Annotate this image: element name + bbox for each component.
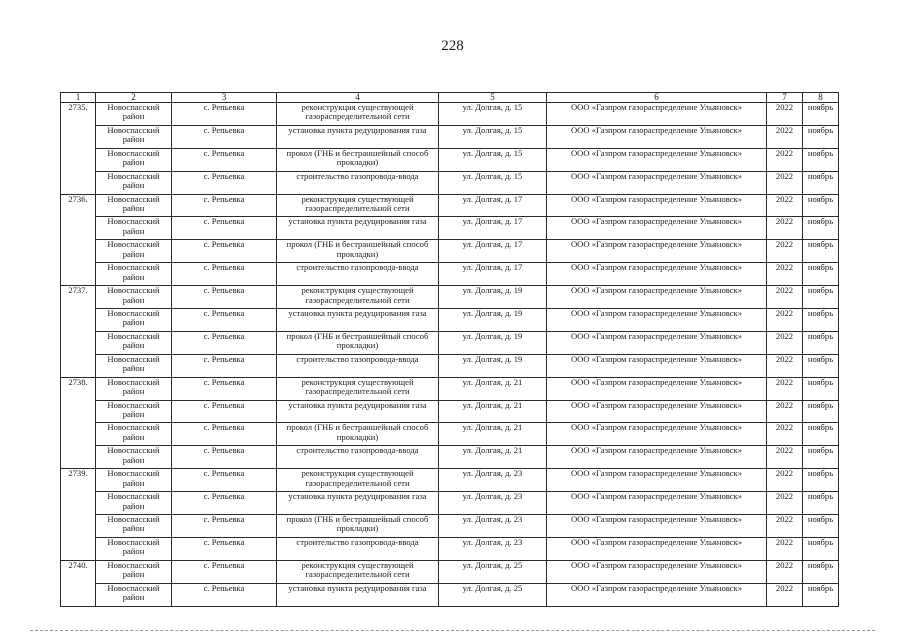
work-type-cell: установка пункта редуцирования газа bbox=[277, 400, 439, 423]
table-row bbox=[61, 148, 839, 171]
month-cell: ноябрь bbox=[803, 171, 839, 194]
organization-cell: ООО «Газпром газораспределение Ульяновск» bbox=[547, 446, 767, 469]
table-row bbox=[61, 103, 839, 126]
table-row bbox=[61, 331, 839, 354]
month-cell: ноябрь bbox=[803, 446, 839, 469]
work-type-cell: установка пункта редуцирования газа bbox=[277, 492, 439, 515]
district-cell: Новоспасский район bbox=[96, 469, 172, 492]
table-row bbox=[61, 492, 839, 515]
work-type-cell: прокол (ГНБ и бестраншейный способ прокладки) bbox=[277, 331, 439, 354]
district-cell: Новоспасский район bbox=[96, 560, 172, 583]
month-cell: ноябрь bbox=[803, 309, 839, 332]
year-cell: 2022 bbox=[767, 423, 803, 446]
address-cell: ул. Долгая, д. 17 bbox=[439, 194, 547, 217]
work-type-cell: строительство газопровода-ввода bbox=[277, 171, 439, 194]
table-row bbox=[61, 309, 839, 332]
organization-cell: ООО «Газпром газораспределение Ульяновск» bbox=[547, 423, 767, 446]
address-cell: ул. Долгая, д. 21 bbox=[439, 400, 547, 423]
table-row bbox=[61, 469, 839, 492]
year-cell: 2022 bbox=[767, 171, 803, 194]
year-cell: 2022 bbox=[767, 148, 803, 171]
month-cell: ноябрь bbox=[803, 194, 839, 217]
month-cell: ноябрь bbox=[803, 377, 839, 400]
address-cell: ул. Долгая, д. 23 bbox=[439, 515, 547, 538]
settlement-cell: с. Репьевка bbox=[172, 148, 277, 171]
address-cell: ул. Долгая, д. 23 bbox=[439, 469, 547, 492]
header-col-4: 4 bbox=[277, 93, 439, 103]
settlement-cell: с. Репьевка bbox=[172, 400, 277, 423]
address-cell: ул. Долгая, д. 21 bbox=[439, 446, 547, 469]
work-type-cell: прокол (ГНБ и бестраншейный способ прокладки) bbox=[277, 240, 439, 263]
month-cell: ноябрь bbox=[803, 492, 839, 515]
work-type-cell: строительство газопровода-ввода bbox=[277, 446, 439, 469]
entry-number-cell: 2740. bbox=[61, 560, 96, 606]
district-cell: Новоспасский район bbox=[96, 103, 172, 126]
organization-cell: ООО «Газпром газораспределение Ульяновск» bbox=[547, 331, 767, 354]
settlement-cell: с. Репьевка bbox=[172, 194, 277, 217]
settlement-cell: с. Репьевка bbox=[172, 560, 277, 583]
table-row bbox=[61, 286, 839, 309]
table-row bbox=[61, 515, 839, 538]
organization-cell: ООО «Газпром газораспределение Ульяновск» bbox=[547, 537, 767, 560]
settlement-cell: с. Репьевка bbox=[172, 217, 277, 240]
organization-cell: ООО «Газпром газораспределение Ульяновск» bbox=[547, 400, 767, 423]
address-cell: ул. Долгая, д. 17 bbox=[439, 263, 547, 286]
scan-edge-line bbox=[30, 630, 875, 631]
month-cell: ноябрь bbox=[803, 217, 839, 240]
settlement-cell: с. Репьевка bbox=[172, 583, 277, 606]
settlement-cell: с. Репьевка bbox=[172, 263, 277, 286]
address-cell: ул. Долгая, д. 17 bbox=[439, 217, 547, 240]
district-cell: Новоспасский район bbox=[96, 331, 172, 354]
month-cell: ноябрь bbox=[803, 537, 839, 560]
organization-cell: ООО «Газпром газораспределение Ульяновск» bbox=[547, 469, 767, 492]
address-cell: ул. Долгая, д. 21 bbox=[439, 423, 547, 446]
address-cell: ул. Долгая, д. 15 bbox=[439, 171, 547, 194]
year-cell: 2022 bbox=[767, 377, 803, 400]
organization-cell: ООО «Газпром газораспределение Ульяновск» bbox=[547, 492, 767, 515]
table-row bbox=[61, 400, 839, 423]
header-col-3: 3 bbox=[172, 93, 277, 103]
district-cell: Новоспасский район bbox=[96, 537, 172, 560]
year-cell: 2022 bbox=[767, 446, 803, 469]
header-row bbox=[61, 93, 839, 103]
district-cell: Новоспасский район bbox=[96, 446, 172, 469]
work-type-cell: прокол (ГНБ и бестраншейный способ прокладки) bbox=[277, 515, 439, 538]
month-cell: ноябрь bbox=[803, 560, 839, 583]
settlement-cell: с. Репьевка bbox=[172, 492, 277, 515]
month-cell: ноябрь bbox=[803, 400, 839, 423]
settlement-cell: с. Репьевка bbox=[172, 377, 277, 400]
district-cell: Новоспасский район bbox=[96, 377, 172, 400]
organization-cell: ООО «Газпром газораспределение Ульяновск» bbox=[547, 194, 767, 217]
entry-number-cell: 2736. bbox=[61, 194, 96, 286]
organization-cell: ООО «Газпром газораспределение Ульяновск» bbox=[547, 286, 767, 309]
work-type-cell: строительство газопровода-ввода bbox=[277, 263, 439, 286]
settlement-cell: с. Репьевка bbox=[172, 331, 277, 354]
entry-number-cell: 2737. bbox=[61, 286, 96, 378]
gas-works-table bbox=[60, 92, 839, 607]
organization-cell: ООО «Газпром газораспределение Ульяновск» bbox=[547, 217, 767, 240]
district-cell: Новоспасский район bbox=[96, 492, 172, 515]
organization-cell: ООО «Газпром газораспределение Ульяновск» bbox=[547, 515, 767, 538]
table-row bbox=[61, 171, 839, 194]
settlement-cell: с. Репьевка bbox=[172, 103, 277, 126]
district-cell: Новоспасский район bbox=[96, 240, 172, 263]
year-cell: 2022 bbox=[767, 286, 803, 309]
address-cell: ул. Долгая, д. 15 bbox=[439, 148, 547, 171]
organization-cell: ООО «Газпром газораспределение Ульяновск» bbox=[547, 583, 767, 606]
work-type-cell: строительство газопровода-ввода bbox=[277, 354, 439, 377]
district-cell: Новоспасский район bbox=[96, 217, 172, 240]
entry-number-cell: 2739. bbox=[61, 469, 96, 561]
work-type-cell: прокол (ГНБ и бестраншейный способ прокладки) bbox=[277, 148, 439, 171]
address-cell: ул. Долгая, д. 19 bbox=[439, 286, 547, 309]
work-type-cell: установка пункта редуцирования газа bbox=[277, 217, 439, 240]
address-cell: ул. Долгая, д. 25 bbox=[439, 583, 547, 606]
settlement-cell: с. Репьевка bbox=[172, 286, 277, 309]
month-cell: ноябрь bbox=[803, 263, 839, 286]
month-cell: ноябрь bbox=[803, 103, 839, 126]
address-cell: ул. Долгая, д. 15 bbox=[439, 103, 547, 126]
district-cell: Новоспасский район bbox=[96, 263, 172, 286]
table-row bbox=[61, 537, 839, 560]
work-type-cell: установка пункта редуцирования газа bbox=[277, 125, 439, 148]
address-cell: ул. Долгая, д. 23 bbox=[439, 492, 547, 515]
district-cell: Новоспасский район bbox=[96, 423, 172, 446]
table-row bbox=[61, 560, 839, 583]
settlement-cell: с. Репьевка bbox=[172, 171, 277, 194]
organization-cell: ООО «Газпром газораспределение Ульяновск» bbox=[547, 560, 767, 583]
organization-cell: ООО «Газпром газораспределение Ульяновск» bbox=[547, 148, 767, 171]
header-col-7: 7 bbox=[767, 93, 803, 103]
address-cell: ул. Долгая, д. 19 bbox=[439, 309, 547, 332]
address-cell: ул. Долгая, д. 15 bbox=[439, 125, 547, 148]
settlement-cell: с. Репьевка bbox=[172, 515, 277, 538]
table-row bbox=[61, 217, 839, 240]
table-row bbox=[61, 263, 839, 286]
year-cell: 2022 bbox=[767, 515, 803, 538]
month-cell: ноябрь bbox=[803, 148, 839, 171]
address-cell: ул. Долгая, д. 17 bbox=[439, 240, 547, 263]
table-row bbox=[61, 194, 839, 217]
page-number: 228 bbox=[441, 38, 464, 54]
district-cell: Новоспасский район bbox=[96, 125, 172, 148]
district-cell: Новоспасский район bbox=[96, 171, 172, 194]
year-cell: 2022 bbox=[767, 194, 803, 217]
year-cell: 2022 bbox=[767, 354, 803, 377]
settlement-cell: с. Репьевка bbox=[172, 537, 277, 560]
year-cell: 2022 bbox=[767, 492, 803, 515]
month-cell: ноябрь bbox=[803, 515, 839, 538]
year-cell: 2022 bbox=[767, 537, 803, 560]
settlement-cell: с. Репьевка bbox=[172, 354, 277, 377]
header-col-2: 2 bbox=[96, 93, 172, 103]
organization-cell: ООО «Газпром газораспределение Ульяновск» bbox=[547, 309, 767, 332]
address-cell: ул. Долгая, д. 25 bbox=[439, 560, 547, 583]
entry-number-cell: 2735. bbox=[61, 103, 96, 195]
month-cell: ноябрь bbox=[803, 331, 839, 354]
work-type-cell: установка пункта редуцирования газа bbox=[277, 309, 439, 332]
work-type-cell: реконструкция существующей газораспределительной сети bbox=[277, 103, 439, 126]
address-cell: ул. Долгая, д. 21 bbox=[439, 377, 547, 400]
year-cell: 2022 bbox=[767, 400, 803, 423]
work-type-cell: установка пункта редуцирования газа bbox=[277, 583, 439, 606]
table-row bbox=[61, 125, 839, 148]
organization-cell: ООО «Газпром газораспределение Ульяновск» bbox=[547, 263, 767, 286]
address-cell: ул. Долгая, д. 19 bbox=[439, 331, 547, 354]
year-cell: 2022 bbox=[767, 263, 803, 286]
district-cell: Новоспасский район bbox=[96, 194, 172, 217]
work-type-cell: реконструкция существующей газораспределительной сети bbox=[277, 469, 439, 492]
district-cell: Новоспасский район bbox=[96, 583, 172, 606]
year-cell: 2022 bbox=[767, 217, 803, 240]
organization-cell: ООО «Газпром газораспределение Ульяновск» bbox=[547, 125, 767, 148]
work-type-cell: реконструкция существующей газораспределительной сети bbox=[277, 194, 439, 217]
month-cell: ноябрь bbox=[803, 354, 839, 377]
year-cell: 2022 bbox=[767, 103, 803, 126]
year-cell: 2022 bbox=[767, 125, 803, 148]
header-col-1: 1 bbox=[61, 93, 96, 103]
year-cell: 2022 bbox=[767, 560, 803, 583]
header-col-6: 6 bbox=[547, 93, 767, 103]
organization-cell: ООО «Газпром газораспределение Ульяновск» bbox=[547, 103, 767, 126]
work-type-cell: реконструкция существующей газораспределительной сети bbox=[277, 286, 439, 309]
organization-cell: ООО «Газпром газораспределение Ульяновск» bbox=[547, 354, 767, 377]
address-cell: ул. Долгая, д. 19 bbox=[439, 354, 547, 377]
address-cell: ул. Долгая, д. 23 bbox=[439, 537, 547, 560]
settlement-cell: с. Репьевка bbox=[172, 469, 277, 492]
table-row bbox=[61, 446, 839, 469]
district-cell: Новоспасский район bbox=[96, 515, 172, 538]
table-row bbox=[61, 423, 839, 446]
work-type-cell: реконструкция существующей газораспределительной сети bbox=[277, 560, 439, 583]
year-cell: 2022 bbox=[767, 331, 803, 354]
work-type-cell: прокол (ГНБ и бестраншейный способ прокладки) bbox=[277, 423, 439, 446]
month-cell: ноябрь bbox=[803, 469, 839, 492]
month-cell: ноябрь bbox=[803, 286, 839, 309]
settlement-cell: с. Репьевка bbox=[172, 240, 277, 263]
year-cell: 2022 bbox=[767, 583, 803, 606]
organization-cell: ООО «Газпром газораспределение Ульяновск» bbox=[547, 171, 767, 194]
district-cell: Новоспасский район bbox=[96, 148, 172, 171]
organization-cell: ООО «Газпром газораспределение Ульяновск» bbox=[547, 377, 767, 400]
organization-cell: ООО «Газпром газораспределение Ульяновск» bbox=[547, 240, 767, 263]
month-cell: ноябрь bbox=[803, 423, 839, 446]
district-cell: Новоспасский район bbox=[96, 286, 172, 309]
month-cell: ноябрь bbox=[803, 125, 839, 148]
work-type-cell: строительство газопровода-ввода bbox=[277, 537, 439, 560]
entry-number-cell: 2738. bbox=[61, 377, 96, 469]
table-row bbox=[61, 240, 839, 263]
work-type-cell: реконструкция существующей газораспределительной сети bbox=[277, 377, 439, 400]
year-cell: 2022 bbox=[767, 240, 803, 263]
district-cell: Новоспасский район bbox=[96, 400, 172, 423]
table-row bbox=[61, 583, 839, 606]
month-cell: ноябрь bbox=[803, 240, 839, 263]
table-row bbox=[61, 354, 839, 377]
settlement-cell: с. Репьевка bbox=[172, 309, 277, 332]
settlement-cell: с. Репьевка bbox=[172, 125, 277, 148]
settlement-cell: с. Репьевка bbox=[172, 446, 277, 469]
district-cell: Новоспасский район bbox=[96, 309, 172, 332]
year-cell: 2022 bbox=[767, 469, 803, 492]
year-cell: 2022 bbox=[767, 309, 803, 332]
table-body bbox=[61, 103, 839, 607]
month-cell: ноябрь bbox=[803, 583, 839, 606]
settlement-cell: с. Репьевка bbox=[172, 423, 277, 446]
header-col-8: 8 bbox=[803, 93, 839, 103]
district-cell: Новоспасский район bbox=[96, 354, 172, 377]
table-row bbox=[61, 377, 839, 400]
header-col-5: 5 bbox=[439, 93, 547, 103]
